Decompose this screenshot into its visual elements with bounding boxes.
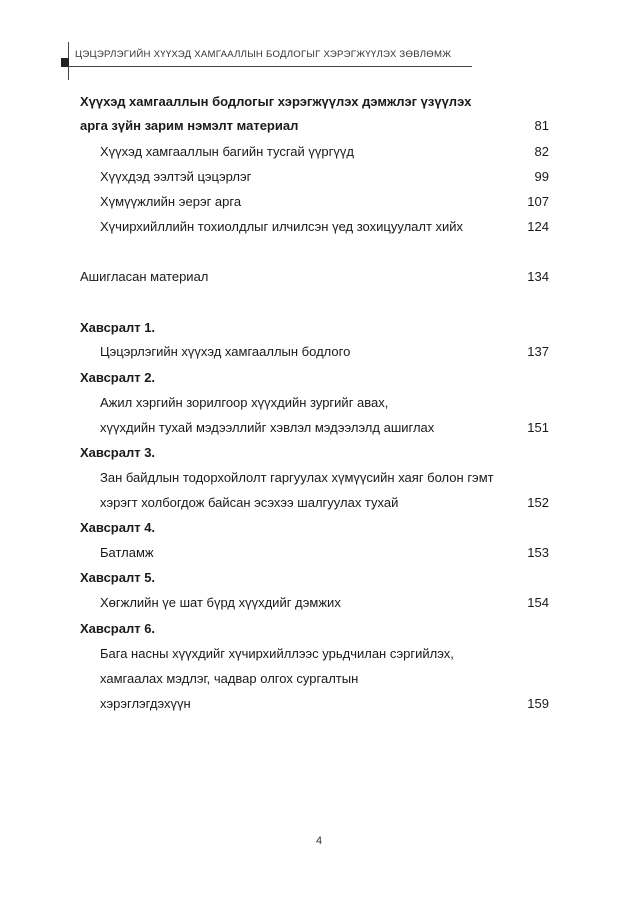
appendix-entry[interactable]: Батламж (100, 545, 154, 560)
toc-page-number: 153 (527, 545, 549, 560)
toc-page-number: 154 (527, 595, 549, 610)
appendix-entry[interactable]: хэрэглэгдэхүүн (100, 696, 191, 711)
toc-page-number: 151 (527, 420, 549, 435)
toc-page-number: 107 (527, 194, 549, 209)
appendix-entry[interactable]: Цэцэрлэгийн хүүхэд хамгааллын бодлого (100, 344, 351, 359)
toc-page-number: 99 (534, 169, 549, 184)
appendix-title: Хавсралт 2. (80, 370, 156, 385)
appendix-title: Хавсралт 5. (80, 570, 156, 585)
toc-page-number: 82 (534, 144, 549, 159)
toc-page-number: 81 (534, 118, 549, 133)
appendix-entry[interactable]: хамгаалах мэдлэг, чадвар олгох сургалтын (100, 671, 359, 686)
appendix-title: Хавсралт 3. (80, 445, 156, 460)
appendix-title: Хавсралт 4. (80, 520, 156, 535)
toc-entry[interactable]: Хүүхдэд ээлтэй цэцэрлэг (100, 169, 252, 184)
appendix-entry[interactable]: хүүхдийн тухай мэдээллийг хэвлэл мэдээлэлд ашиглах (100, 420, 435, 435)
running-title: ЦЭЦЭРЛЭГИЙН ХҮҮХЭД ХАМГААЛЛЫН БОДЛОГЫГ ХЭРЭГЖҮҮЛЭХ ЗӨВЛӨМЖ (75, 49, 452, 60)
toc-page-number: 159 (527, 696, 549, 711)
toc-entry[interactable]: Хүмүүжлийн эерэг арга (100, 194, 242, 209)
toc-section-title-line1[interactable]: Хүүхэд хамгааллын бодлогыг хэрэгжүүлэх дэмжлэг үзүүлэх (80, 94, 472, 109)
appendix-entry[interactable]: Бага насны хүүхдийг хүчирхийллээс урьдчилан сэргийлэх, (100, 646, 454, 661)
appendix-entry[interactable]: Ажил хэргийн зорилгоор хүүхдийн зургийг авах, (100, 395, 389, 410)
page-number: 4 (315, 835, 323, 847)
toc-page-number: 134 (527, 269, 549, 284)
toc-entry[interactable]: Хүүхэд хамгааллын багийн тусгай үүргүүд (100, 144, 354, 159)
header-horizontal-rule (68, 66, 472, 67)
toc-page-number: 137 (527, 344, 549, 359)
toc-section-title-line2[interactable]: арга зүйн зарим нэмэлт материал (80, 118, 299, 133)
appendix-title: Хавсралт 1. (80, 320, 156, 335)
toc-page-number: 152 (527, 495, 549, 510)
appendix-entry[interactable]: Зан байдлын тодорхойлолт гаргуулах хүмүүсийн хаяг болон гэмт (100, 470, 494, 485)
toc-entry[interactable]: Хүчирхийллийн тохиолдлыг илчилсэн үед зохицуулалт хийх (100, 219, 464, 234)
appendix-title: Хавсралт 6. (80, 621, 156, 636)
toc-page-number: 124 (527, 219, 549, 234)
appendix-entry[interactable]: хэрэгт холбогдож байсан эсэхээ шалгуулах тухай (100, 495, 399, 510)
appendix-entry[interactable]: Хөгжлийн үе шат бүрд хүүхдийг дэмжих (100, 595, 341, 610)
toc-entry-references[interactable]: Ашигласан материал (80, 269, 209, 284)
